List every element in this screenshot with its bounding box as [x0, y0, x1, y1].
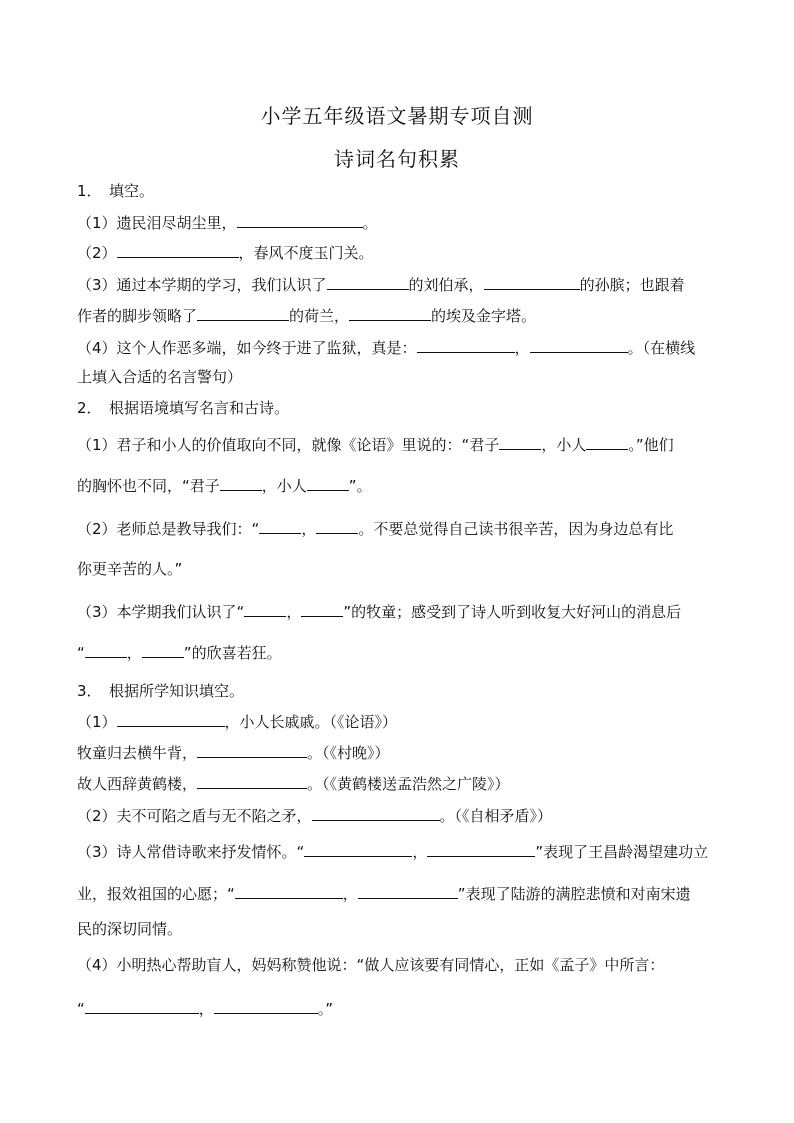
q3-1-line3-end: 。（《黄鹤楼送孟浩然之广陵》） [307, 775, 510, 793]
answer-blank[interactable] [499, 433, 541, 450]
q3-item-4: （4）小明热心帮助盲人，妈妈称赞他说：“做人应该要有同情心，正如《孟子》中所言： [77, 956, 665, 974]
q1-1-end: 。 [362, 214, 378, 232]
answer-blank[interactable] [117, 241, 239, 258]
q1-item-2 [77, 241, 374, 264]
q2-2-end: 。不要总觉得自己读书很辛苦，因为身边总有比 [358, 520, 674, 538]
answer-blank[interactable] [237, 211, 363, 228]
q3-1-line3-text: 故人西辞黄鹤楼， [77, 775, 198, 793]
q1-3-cont-mid: 的荷兰， [289, 307, 350, 325]
q1-4-end: 。（在横线 [627, 339, 696, 357]
answer-blank[interactable] [349, 304, 431, 321]
q1-heading: 1． 填空。 [77, 182, 155, 200]
q1-item-3-cont [77, 304, 536, 327]
q1-item-1 [77, 211, 378, 234]
q2-3-mid: ， [286, 603, 302, 621]
q3-1-line2-end: 。（《村晚》） [307, 744, 390, 762]
q3-item-2 [77, 804, 552, 827]
q1-item-4-cont: 上填入合适的名言警句） [77, 368, 243, 386]
q3-item-4-cont [77, 997, 333, 1020]
q2-3-end: ”的牧童；感受到了诗人听到收复大好河山的消息后 [343, 603, 682, 621]
answer-blank[interactable] [312, 804, 440, 821]
q1-item-4 [77, 336, 695, 359]
q2-3-cont-end: ”的欣喜若狂。 [183, 644, 282, 662]
q2-3-cont-mid: ， [126, 644, 142, 662]
q3-item-1-line3 [77, 772, 510, 795]
q2-1-cont-end: ”。 [348, 477, 372, 495]
answer-blank[interactable] [259, 517, 301, 534]
q3-1-text: （1） [77, 713, 117, 731]
q2-heading: 2． 根据语境填写名言和古诗。 [77, 399, 290, 417]
q2-item-1 [77, 433, 674, 456]
q3-3-text: （3）诗人常借诗歌来抒发情怀。“ [77, 843, 305, 861]
page-subtitle: 诗词名句积累 [334, 147, 460, 171]
q2-1-mid: ，小人 [541, 436, 587, 454]
q2-1-cont-text: 的胸怀也不同，“君子 [77, 477, 220, 495]
q1-3-text: （3）通过本学期的学习，我们认识了 [77, 276, 327, 294]
q2-1-text: （1）君子和小人的价值取向不同，就像《论语》里说的：“君子 [77, 436, 500, 454]
q2-3-cont-open: “ [77, 644, 85, 662]
q3-1-end: ，小人长戚戚。（《论语》） [224, 713, 398, 731]
answer-blank[interactable] [244, 600, 286, 617]
q3-2-text: （2）夫不可陷之盾与无不陷之矛， [77, 807, 312, 825]
answer-blank[interactable] [142, 641, 184, 658]
q1-3-end: 的孙膑；也跟着 [579, 276, 685, 294]
q2-item-2-cont: 你更辛苦的人。” [77, 560, 183, 578]
q3-item-3-cont [77, 882, 691, 905]
q2-item-3 [77, 600, 681, 623]
q1-2-end: ，春风不度玉门关。 [238, 244, 374, 262]
q1-1-text: （1）遗民泪尽胡尘里， [77, 214, 237, 232]
answer-blank[interactable] [197, 741, 307, 758]
page-title: 小学五年级语文暑期专项自测 [260, 104, 534, 128]
q3-1-line2-text: 牧童归去横牛背， [77, 744, 198, 762]
q2-2-text: （2）老师总是教导我们：“ [77, 520, 260, 538]
q3-item-1 [77, 710, 397, 733]
answer-blank[interactable] [197, 304, 289, 321]
answer-blank[interactable] [220, 474, 262, 491]
answer-blank[interactable] [307, 474, 349, 491]
q1-4-text: （4）这个人作恶多端，如今终于进了监狱，真是： [77, 339, 417, 357]
q2-1-cont-mid: ，小人 [261, 477, 307, 495]
answer-blank[interactable] [316, 517, 358, 534]
q3-item-3 [77, 840, 708, 863]
q3-4-cont-open: “ [77, 1000, 85, 1018]
answer-blank[interactable] [358, 882, 458, 899]
answer-blank[interactable] [301, 600, 343, 617]
q3-3-cont-text: 业，报效祖国的心愿；“ [77, 885, 235, 903]
answer-blank[interactable] [117, 710, 225, 727]
answer-blank[interactable] [85, 997, 199, 1014]
q3-4-cont-end: 。” [317, 1000, 334, 1018]
q2-1-end: 。”他们 [628, 436, 674, 454]
q3-3-cont-end: ”表现了陆游的满腔悲愤和对南宋遗 [457, 885, 691, 903]
q3-heading: 3． 根据所学知识填空。 [77, 682, 245, 700]
answer-blank[interactable] [235, 882, 343, 899]
q1-2-text: （2） [77, 244, 117, 262]
q2-item-1-cont [77, 474, 372, 497]
q2-2-mid: ， [301, 520, 317, 538]
q3-item-1-line2 [77, 741, 390, 764]
q2-item-3-cont [77, 641, 282, 664]
q3-2-end: 。（《自相矛盾》） [439, 807, 553, 825]
q1-item-3 [77, 273, 685, 296]
answer-blank[interactable] [427, 840, 535, 857]
q1-3-mid: 的刘伯承， [408, 276, 484, 294]
q3-item-3-cont2: 民的深切同情。 [77, 920, 183, 938]
q3-3-end: ”表现了王昌龄渴望建功立 [535, 843, 709, 861]
answer-blank[interactable] [586, 433, 628, 450]
answer-blank[interactable] [85, 641, 127, 658]
answer-blank[interactable] [197, 772, 307, 789]
answer-blank[interactable] [484, 273, 580, 290]
q2-item-2 [77, 517, 673, 540]
answer-blank[interactable] [304, 840, 412, 857]
q3-4-cont-mid: ， [198, 1000, 214, 1018]
q3-3-cont-mid: ， [342, 885, 358, 903]
q3-3-mid: ， [412, 843, 428, 861]
answer-blank[interactable] [417, 336, 515, 353]
answer-blank[interactable] [327, 273, 409, 290]
q1-3-cont-text: 作者的脚步领略了 [77, 307, 198, 325]
answer-blank[interactable] [214, 997, 318, 1014]
answer-blank[interactable] [530, 336, 628, 353]
q1-3-cont-end: 的埃及金字塔。 [431, 307, 537, 325]
q2-3-text: （3）本学期我们认识了“ [77, 603, 245, 621]
q1-4-mid: ， [514, 339, 530, 357]
